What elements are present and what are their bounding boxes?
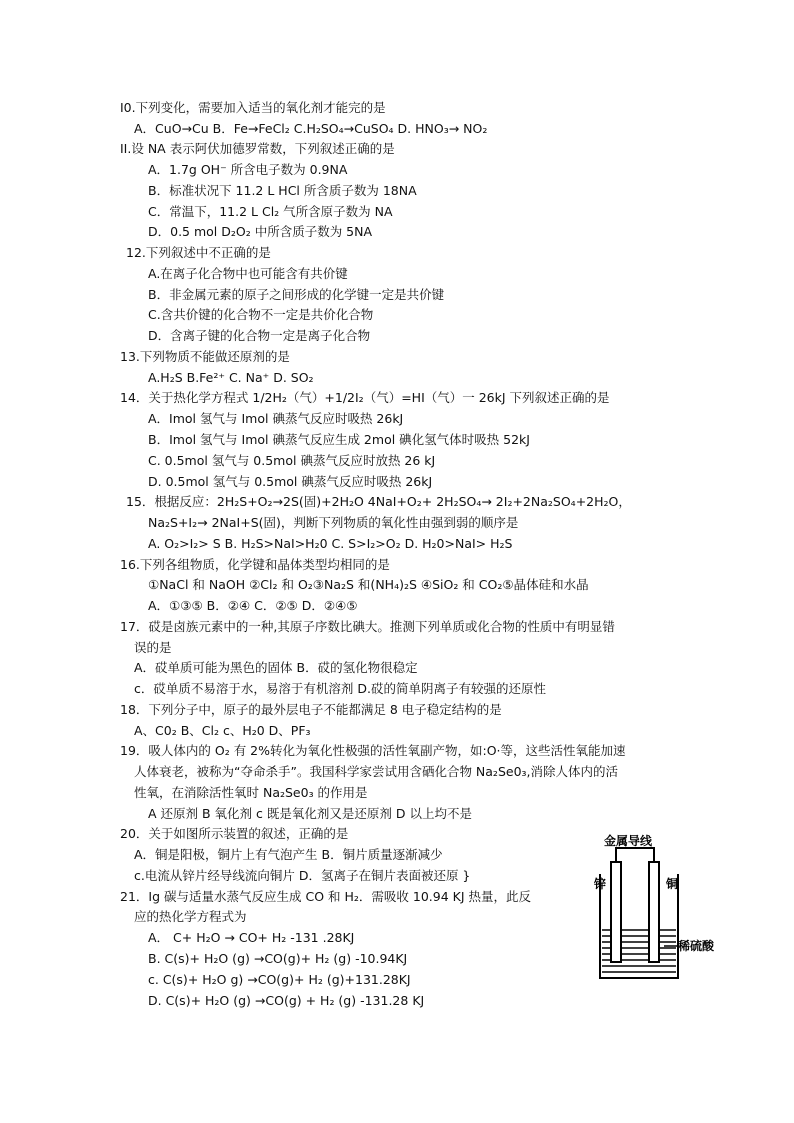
question-14-option-c: C. 0.5mol 氢气与 0.5mol 碘蒸气反应时放热 26 kJ xyxy=(148,453,436,468)
question-21-stem: 21．Ig 碳与适量水蒸气反应生成 CO 和 H₂．需吸收 10.94 KJ 热量，此反 xyxy=(120,889,531,904)
zinc-electrode xyxy=(611,862,621,962)
question-20-options-ab: A．铜是阳极，铜片上有气泡产生 B．铜片质量逐渐减少 xyxy=(134,847,443,862)
question-17-options-ab: A．砹单质可能为黑色的固体 B．砹的氢化物很稳定 xyxy=(134,660,418,675)
question-10-stem: I0.下列变化，需要加入适当的氧化剂才能完的是 xyxy=(120,100,386,115)
question-17-stem: 17．砹是卤族元素中的一种,其原子序数比碘大。推测下列单质或化合物的性质中有明显错 xyxy=(120,619,615,634)
question-11-stem: II.设 NA 表示阿伏加德罗常数，下列叙述正确的是 xyxy=(120,141,395,156)
question-21-option-c: c. C(s)+ H₂O g) →CO(g)+ H₂ (g)+131.28KJ xyxy=(148,972,411,987)
question-12-option-c: C.含共价键的化合物不一定是共价化合物 xyxy=(148,307,374,322)
question-16-items: ①NaCl 和 NaOH ②Cl₂ 和 O₂③Na₂S 和(NH₄)₂S ④SiO₂ 和 CO₂⑤晶体硅和水晶 xyxy=(148,577,589,592)
question-13-stem: 13.下列物质不能做还原剂的是 xyxy=(120,349,290,364)
question-21-option-a: A． C+ H₂O → CO+ H₂ -131 .28KJ xyxy=(148,930,355,945)
question-14-option-b: B．Imol 氢气与 Imol 碘蒸气反应生成 2mol 碘化氢气体时吸热 52kJ xyxy=(148,432,530,447)
question-20-stem: 20．关于如图所示装置的叙述，正确的是 xyxy=(120,826,349,841)
question-21-option-b: B. C(s)+ H₂O (g) →CO(g)+ H₂ (g) -10.94KJ xyxy=(148,951,408,966)
question-15-options: A. O₂>I₂> S B. H₂S>NaI>H₂0 C. S>I₂>O₂ D. H₂0>NaI> H₂S xyxy=(148,536,513,551)
metal-wire xyxy=(616,848,654,862)
zinc-label: 锌 xyxy=(594,877,607,891)
question-12-option-d: D．含离子键的化合物一定是离子化合物 xyxy=(148,328,371,343)
question-21-option-d: D. C(s)+ H₂O (g) →CO(g) + H₂ (g) -131.28 KJ xyxy=(148,993,425,1008)
question-13-options: A.H₂S B.Fe²⁺ C. Na⁺ D. SO₂ xyxy=(148,370,314,385)
question-19-stem-line3: 性氧，在消除活性氧时 Na₂Se0₃ 的作用是 xyxy=(134,785,368,800)
question-12-option-b: B．非金属元素的原子之间形成的化学键一定是共价键 xyxy=(148,287,445,302)
question-11-option-d: D．0.5 mol D₂O₂ 中所含质子数为 5NA xyxy=(148,224,373,239)
question-18-stem: 18．下列分子中，原子的最外层电子不能都满足 8 电子稳定结构的是 xyxy=(120,702,502,717)
question-14-option-a: A．Imol 氢气与 Imol 碘蒸气反应时吸热 26kJ xyxy=(148,411,404,426)
question-12-stem: 12.下列叙述中不正确的是 xyxy=(126,245,271,260)
question-20-options-cd: c.电流从锌片经导线流向铜片 D．氢离子在铜片表面被还原 } xyxy=(134,868,471,883)
question-16-stem: 16.下列各组物质，化学键和晶体类型均相同的是 xyxy=(120,557,390,572)
question-15-stem: 15．根据反应：2H₂S+O₂→2S(固)+2H₂O 4NaI+O₂+ 2H₂SO₄→ 2I₂+2Na₂SO₄+2H₂O， xyxy=(126,494,631,509)
question-19-options: A 还原剂 B 氧化剂 c 既是氧化剂又是还原剂 D 以上均不是 xyxy=(148,806,472,821)
question-11-option-a: A．1.7g OH⁻ 所含电子数为 0.9NA xyxy=(148,162,348,177)
question-21-stem-continued: 应的热化学方程式为 xyxy=(134,909,247,924)
question-19-stem: 19．吸人体内的 O₂ 有 2%转化为氧化性极强的活性氧副产物，如:O·等，这些活性氧能加速 xyxy=(120,743,626,758)
question-16-options: A．①③⑤ B．②④ C．②⑤ D．②④⑤ xyxy=(148,598,358,613)
question-10-options: A．CuO→Cu B．Fe→FeCl₂ C.H₂SO₄→CuSO₄ D. HNO₃→ NO₂ xyxy=(134,121,488,136)
question-17-stem-continued: 误的是 xyxy=(134,640,172,655)
galvanic-cell-figure xyxy=(594,834,734,984)
question-11-option-c: C．常温下，11.2 L Cl₂ 气所含原子数为 NA xyxy=(148,204,393,219)
question-12-option-a: A.在离子化合物中也可能含有共价键 xyxy=(148,266,348,281)
question-14-stem: 14．关于热化学方程式 1/2H₂（气）+1/2I₂（气）=HI（气）一 26kJ 下列叙述正确的是 xyxy=(120,390,610,405)
copper-electrode xyxy=(649,862,659,962)
wire-label: 金属导线 xyxy=(604,834,653,848)
question-18-options: A、C0₂ B、Cl₂ c、H₂0 D、PF₃ xyxy=(134,723,311,738)
question-19-stem-line2: 人体衰老，被称为“夺命杀手”。我国科学家尝试用含硒化合物 Na₂Se0₃,消除人体内的活 xyxy=(134,764,619,779)
question-17-options-cd: c．砹单质不易溶于水，易溶于有机溶剂 D.砹的简单阴离子有较强的还原性 xyxy=(134,681,546,696)
solution-label: 稀硫酸 xyxy=(678,939,715,953)
question-15-stem-continued: Na₂S+I₂→ 2NaI+S(固)，判断下列物质的氧化性由强到弱的顺序是 xyxy=(148,515,519,530)
question-14-option-d: D. 0.5mol 氢气与 0.5mol 碘蒸气反应时吸热 26kJ xyxy=(148,474,433,489)
copper-label: 铜 xyxy=(666,877,679,891)
question-11-option-b: B．标准状况下 11.2 L HCl 所含质子数为 18NA xyxy=(148,183,417,198)
